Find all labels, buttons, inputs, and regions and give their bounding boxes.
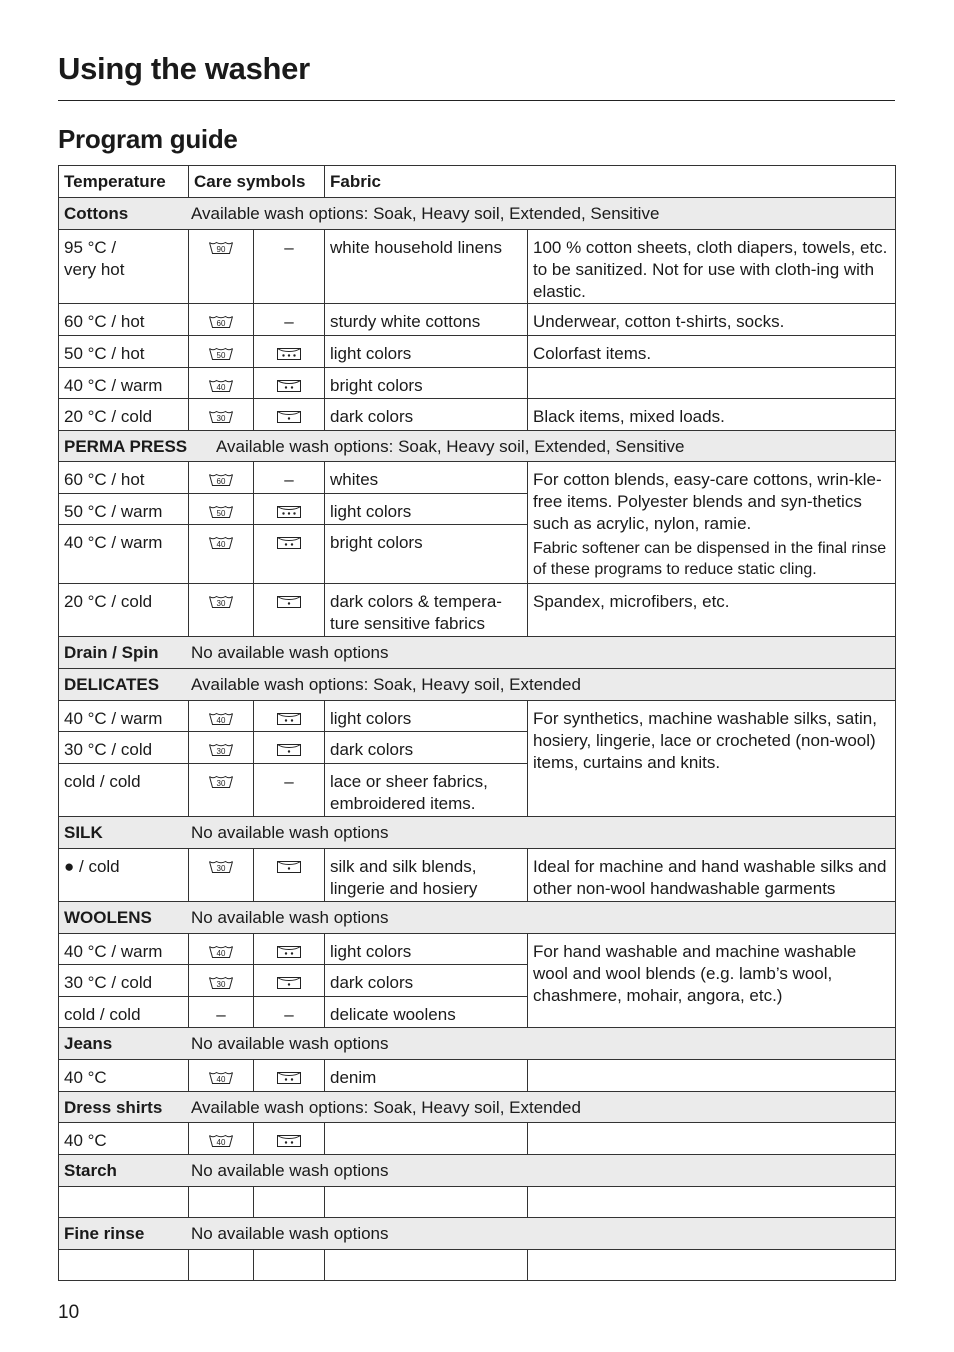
table-row bbox=[59, 368, 896, 399]
wash-temp-icon bbox=[189, 462, 254, 494]
svg-text:60: 60 bbox=[216, 476, 226, 486]
program-guide-table bbox=[58, 165, 896, 1281]
section-title: Program guide bbox=[58, 124, 238, 154]
program-name: Dress shirts bbox=[64, 1098, 163, 1117]
dryer-dot bbox=[291, 543, 293, 545]
wash-temp-icon bbox=[189, 336, 254, 368]
program-name: Cottons bbox=[64, 204, 129, 223]
wash-tub-glyph bbox=[208, 1134, 234, 1148]
wash-temp-icon bbox=[189, 701, 254, 732]
temperature-cell: cold / cold bbox=[59, 764, 189, 817]
program-cell bbox=[59, 431, 896, 462]
wash-temp-icon bbox=[189, 230, 254, 304]
program-options: No available wash options bbox=[191, 1034, 389, 1053]
dryer-two-dots-icon bbox=[254, 1060, 325, 1092]
table-row bbox=[59, 1250, 896, 1281]
program-options: No available wash options bbox=[191, 823, 389, 842]
table-row bbox=[59, 934, 896, 965]
temperature-cell bbox=[59, 1187, 189, 1218]
program-cell bbox=[59, 669, 896, 701]
program-row-silk bbox=[59, 817, 896, 849]
dryer-dot bbox=[285, 1141, 287, 1143]
dryer-one-dot-icon bbox=[254, 965, 325, 997]
notes-cell: Colorfast items. bbox=[528, 336, 896, 368]
wash-tub-glyph bbox=[208, 945, 234, 959]
program-options: Available wash options: Soak, Heavy soil, Extended bbox=[191, 675, 581, 694]
dryer-dot bbox=[285, 543, 287, 545]
notes-cell bbox=[528, 1250, 896, 1281]
program-name: SILK bbox=[64, 823, 103, 842]
fabric-cell bbox=[325, 1123, 528, 1155]
wash-tub-glyph bbox=[208, 1071, 234, 1085]
program-row-cottons bbox=[59, 198, 896, 230]
tumble-dry-glyph bbox=[276, 860, 302, 874]
wash-temp-icon bbox=[189, 399, 254, 431]
wash-temp-icon bbox=[189, 934, 254, 965]
fabric-cell: white household linens bbox=[325, 230, 528, 304]
notes-cell: Spandex, microfibers, etc. bbox=[528, 584, 896, 637]
tumble-dry-glyph bbox=[276, 976, 302, 990]
dryer-dot bbox=[288, 354, 290, 356]
temperature-cell: 20 °C / cold bbox=[59, 584, 189, 637]
svg-text:90: 90 bbox=[216, 244, 226, 254]
dryer-dot bbox=[291, 1078, 293, 1080]
notes-cell: For hand washable and machine washable wool and wool blends (e.g. lamb’s wool, chashmere, mohair, angora, etc.) bbox=[528, 934, 896, 1028]
table-row bbox=[59, 230, 896, 304]
dryer-dot bbox=[288, 512, 290, 514]
wash-temp-icon bbox=[189, 494, 254, 525]
temperature-cell: 50 °C / hot bbox=[59, 336, 189, 368]
fabric-cell: delicate woolens bbox=[325, 997, 528, 1028]
temperature-cell: 40 °C bbox=[59, 1123, 189, 1155]
dryer-two-dots-icon bbox=[254, 525, 325, 584]
wash-tub-glyph bbox=[208, 860, 234, 874]
wash-tub-glyph bbox=[208, 473, 234, 487]
program-name: Fine rinse bbox=[64, 1224, 145, 1243]
notes-cell: Ideal for machine and hand washable silks and other non-wool handwashable garments bbox=[528, 849, 896, 902]
notes-cell: 100 % cotton sheets, cloth diapers, towels, etc. to be sanitized. Not for use with cloth-ing with elastic. bbox=[528, 230, 896, 304]
program-name: Jeans bbox=[64, 1034, 113, 1053]
dryer-dot bbox=[282, 354, 284, 356]
temperature-cell: 40 °C / warm bbox=[59, 368, 189, 399]
dryer-dot bbox=[288, 417, 290, 419]
fabric-cell: dark colors bbox=[325, 965, 528, 997]
temperature-cell: 60 °C / hot bbox=[59, 462, 189, 494]
program-row-delicates bbox=[59, 669, 896, 701]
dryer-dot bbox=[291, 952, 293, 954]
wash-tub-glyph bbox=[208, 347, 234, 361]
program-options: No available wash options bbox=[191, 1161, 389, 1180]
fabric-cell bbox=[325, 1250, 528, 1281]
header-fabric: Fabric bbox=[325, 166, 896, 198]
wash-tub-glyph bbox=[208, 536, 234, 550]
program-name: DELICATES bbox=[64, 675, 160, 694]
dry-cell bbox=[254, 1250, 325, 1281]
dash-cell: – bbox=[254, 997, 325, 1028]
notes-cell bbox=[528, 1187, 896, 1218]
temperature-cell: cold / cold bbox=[59, 997, 189, 1028]
tumble-dry-glyph bbox=[276, 1071, 302, 1085]
svg-text:40: 40 bbox=[216, 948, 226, 958]
tumble-dry-glyph bbox=[276, 743, 302, 757]
notes-text: For cotton blends, easy-care cottons, wrin-kle-free items. Polyester blends and syn-thetics such as acrylic, nylon, ramie. bbox=[533, 470, 882, 533]
table-row bbox=[59, 701, 896, 732]
dry-cell bbox=[254, 1187, 325, 1218]
temperature-cell: 20 °C / cold bbox=[59, 399, 189, 431]
program-cell bbox=[59, 1092, 896, 1123]
table-row bbox=[59, 1060, 896, 1092]
dryer-dot bbox=[293, 512, 295, 514]
svg-text:30: 30 bbox=[216, 863, 226, 873]
title-divider bbox=[58, 100, 895, 101]
wash-cell bbox=[189, 1187, 254, 1218]
temperature-cell: 40 °C / warm bbox=[59, 934, 189, 965]
wash-tub-glyph bbox=[208, 315, 234, 329]
program-row-dress-shirts bbox=[59, 1092, 896, 1123]
header-temperature: Temperature bbox=[59, 166, 189, 198]
wash-temp-icon bbox=[189, 732, 254, 764]
page-number: 10 bbox=[58, 1302, 80, 1323]
dryer-dot bbox=[288, 750, 290, 752]
page-title: Using the washer bbox=[58, 51, 310, 86]
wash-temp-icon bbox=[189, 304, 254, 336]
dryer-one-dot-icon bbox=[254, 399, 325, 431]
fabric-cell bbox=[325, 1187, 528, 1218]
tumble-dry-glyph bbox=[276, 1134, 302, 1148]
program-cell bbox=[59, 1155, 896, 1187]
program-options: Available wash options: Soak, Heavy soil, Extended, Sensitive bbox=[191, 204, 660, 223]
fabric-cell: whites bbox=[325, 462, 528, 494]
notes-text: Fabric softener can be dispensed in the final rinse of these programs to reduce static cling. bbox=[533, 540, 887, 578]
program-row-drain-spin bbox=[59, 637, 896, 669]
table-row bbox=[59, 304, 896, 336]
wash-tub-glyph bbox=[208, 410, 234, 424]
dryer-two-dots-icon bbox=[254, 701, 325, 732]
program-cell bbox=[59, 902, 896, 934]
dryer-dot bbox=[285, 386, 287, 388]
temperature-cell: 40 °C / warm bbox=[59, 525, 189, 584]
program-name: WOOLENS bbox=[64, 908, 152, 927]
program-name: Drain / Spin bbox=[64, 643, 159, 662]
wash-tub-glyph bbox=[208, 379, 234, 393]
table-row bbox=[59, 336, 896, 368]
dryer-dot bbox=[293, 354, 295, 356]
wash-tub-glyph bbox=[208, 743, 234, 757]
program-row-jeans bbox=[59, 1028, 896, 1060]
notes-cell: For synthetics, machine washable silks, satin, hosiery, lingerie, lace or crocheted (non-wool) items, curtains and knits. bbox=[528, 701, 896, 817]
wash-tub-glyph bbox=[208, 595, 234, 609]
table-row bbox=[59, 1187, 896, 1218]
tumble-dry-glyph bbox=[276, 536, 302, 550]
svg-text:50: 50 bbox=[216, 350, 226, 360]
program-row-starch bbox=[59, 1155, 896, 1187]
wash-tub-glyph bbox=[208, 775, 234, 789]
svg-text:30: 30 bbox=[216, 979, 226, 989]
fabric-cell: light colors bbox=[325, 336, 528, 368]
dryer-dot bbox=[288, 867, 290, 869]
program-options: No available wash options bbox=[191, 643, 389, 662]
fabric-cell: dark colors bbox=[325, 399, 528, 431]
svg-text:40: 40 bbox=[216, 539, 226, 549]
fabric-cell: lace or sheer fabrics, embroidered items. bbox=[325, 764, 528, 817]
tumble-dry-glyph bbox=[276, 410, 302, 424]
dryer-one-dot-icon bbox=[254, 584, 325, 637]
dryer-two-dots-icon bbox=[254, 934, 325, 965]
table-row bbox=[59, 462, 896, 494]
notes-cell bbox=[528, 462, 896, 584]
temperature-cell: 30 °C / cold bbox=[59, 965, 189, 997]
wash-tub-glyph bbox=[208, 241, 234, 255]
dryer-dot bbox=[285, 1078, 287, 1080]
dryer-two-dots-icon bbox=[254, 1123, 325, 1155]
temperature-cell: 50 °C / warm bbox=[59, 494, 189, 525]
dryer-dot bbox=[291, 719, 293, 721]
dryer-three-dots-icon bbox=[254, 494, 325, 525]
tumble-dry-glyph bbox=[276, 379, 302, 393]
dash-cell: – bbox=[254, 764, 325, 817]
dash-cell: – bbox=[254, 304, 325, 336]
dryer-dot bbox=[282, 512, 284, 514]
program-cell bbox=[59, 1218, 896, 1250]
fabric-cell: bright colors bbox=[325, 368, 528, 399]
fabric-cell: light colors bbox=[325, 934, 528, 965]
dryer-dot bbox=[285, 719, 287, 721]
svg-text:40: 40 bbox=[216, 1074, 226, 1084]
program-row-fine-rinse bbox=[59, 1218, 896, 1250]
wash-temp-icon bbox=[189, 368, 254, 399]
wash-temp-icon bbox=[189, 764, 254, 817]
tumble-dry-glyph bbox=[276, 595, 302, 609]
program-name: PERMA PRESS bbox=[64, 437, 188, 456]
temperature-cell: 40 °C / warm bbox=[59, 701, 189, 732]
table-row bbox=[59, 1123, 896, 1155]
fabric-cell: sturdy white cottons bbox=[325, 304, 528, 336]
wash-temp-icon bbox=[189, 1123, 254, 1155]
wash-cell bbox=[189, 1250, 254, 1281]
tumble-dry-glyph bbox=[276, 347, 302, 361]
svg-text:30: 30 bbox=[216, 746, 226, 756]
wash-temp-icon bbox=[189, 965, 254, 997]
svg-text:60: 60 bbox=[216, 318, 226, 328]
fabric-cell: bright colors bbox=[325, 525, 528, 584]
fabric-cell: silk and silk blends, lingerie and hosiery bbox=[325, 849, 528, 902]
tumble-dry-glyph bbox=[276, 505, 302, 519]
svg-text:50: 50 bbox=[216, 508, 226, 518]
dryer-dot bbox=[285, 952, 287, 954]
temperature-cell bbox=[59, 1250, 189, 1281]
notes-cell bbox=[528, 1060, 896, 1092]
wash-temp-icon bbox=[189, 849, 254, 902]
wash-tub-glyph bbox=[208, 712, 234, 726]
table-row bbox=[59, 399, 896, 431]
notes-cell bbox=[528, 368, 896, 399]
notes-cell: Underwear, cotton t-shirts, socks. bbox=[528, 304, 896, 336]
dryer-one-dot-icon bbox=[254, 849, 325, 902]
fabric-cell: denim bbox=[325, 1060, 528, 1092]
temperature-cell: 30 °C / cold bbox=[59, 732, 189, 764]
dryer-dot bbox=[288, 602, 290, 604]
svg-text:30: 30 bbox=[216, 413, 226, 423]
svg-text:40: 40 bbox=[216, 1137, 226, 1147]
dryer-dot bbox=[288, 983, 290, 985]
temperature-cell: ● / cold bbox=[59, 849, 189, 902]
wash-temp-icon bbox=[189, 1060, 254, 1092]
header-care-symbols: Care symbols bbox=[189, 166, 325, 198]
notes-cell bbox=[528, 1123, 896, 1155]
wash-temp-icon bbox=[189, 584, 254, 637]
tumble-dry-glyph bbox=[276, 945, 302, 959]
wash-temp-icon bbox=[189, 525, 254, 584]
program-options: Available wash options: Soak, Heavy soil, Extended bbox=[191, 1098, 581, 1117]
tumble-dry-glyph bbox=[276, 712, 302, 726]
fabric-cell: light colors bbox=[325, 701, 528, 732]
program-options: No available wash options bbox=[191, 1224, 389, 1243]
fabric-cell: light colors bbox=[325, 494, 528, 525]
table-row bbox=[59, 849, 896, 902]
program-cell bbox=[59, 817, 896, 849]
program-row-woolens bbox=[59, 902, 896, 934]
temperature-cell: 95 °C / very hot bbox=[59, 230, 189, 304]
svg-text:40: 40 bbox=[216, 382, 226, 392]
table-header-row bbox=[59, 166, 896, 198]
dryer-three-dots-icon bbox=[254, 336, 325, 368]
dash-cell: – bbox=[254, 230, 325, 304]
program-row-perma-press bbox=[59, 431, 896, 462]
program-cell bbox=[59, 1028, 896, 1060]
dryer-one-dot-icon bbox=[254, 732, 325, 764]
temperature-cell: 40 °C bbox=[59, 1060, 189, 1092]
dryer-two-dots-icon bbox=[254, 368, 325, 399]
program-name: Starch bbox=[64, 1161, 117, 1180]
notes-cell: Black items, mixed loads. bbox=[528, 399, 896, 431]
temperature-cell: 60 °C / hot bbox=[59, 304, 189, 336]
table-row bbox=[59, 584, 896, 637]
svg-text:30: 30 bbox=[216, 598, 226, 608]
wash-tub-glyph bbox=[208, 505, 234, 519]
program-options: Available wash options: Soak, Heavy soil, Extended, Sensitive bbox=[216, 437, 685, 456]
fabric-cell: dark colors bbox=[325, 732, 528, 764]
dash-cell: – bbox=[254, 462, 325, 494]
svg-text:30: 30 bbox=[216, 778, 226, 788]
fabric-cell: dark colors & tempera-ture sensitive fabrics bbox=[325, 584, 528, 637]
svg-text:40: 40 bbox=[216, 715, 226, 725]
program-cell bbox=[59, 637, 896, 669]
wash-tub-glyph bbox=[208, 976, 234, 990]
dryer-dot bbox=[291, 1141, 293, 1143]
dryer-dot bbox=[291, 386, 293, 388]
program-cell bbox=[59, 198, 896, 230]
dash-cell: – bbox=[189, 997, 254, 1028]
program-options: No available wash options bbox=[191, 908, 389, 927]
